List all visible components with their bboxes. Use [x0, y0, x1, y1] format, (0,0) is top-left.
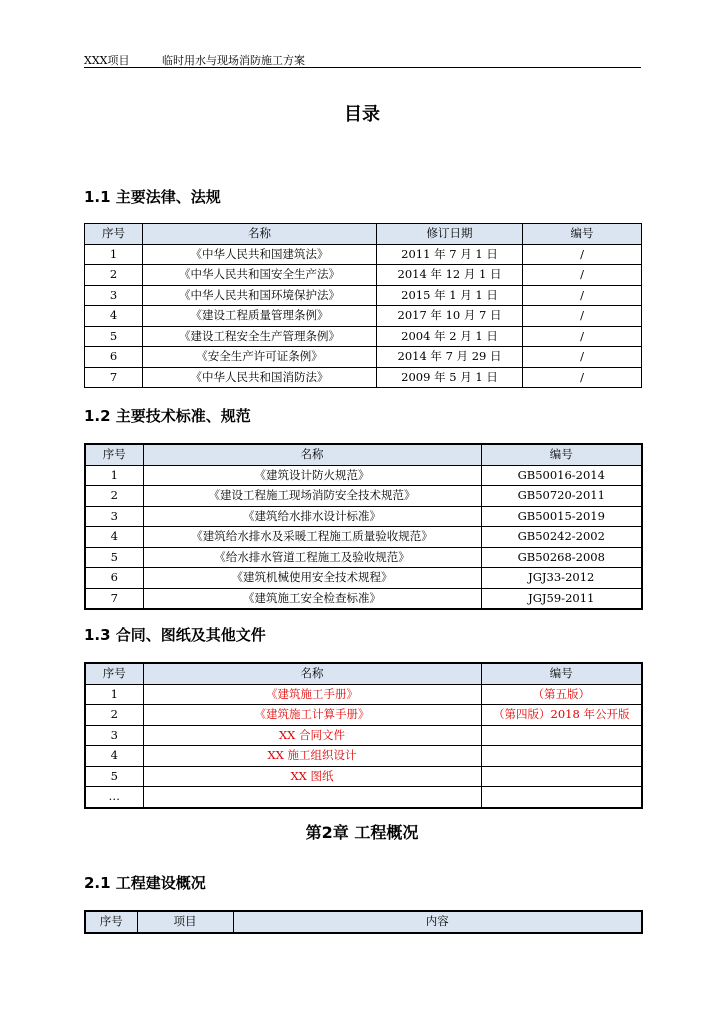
table-cell: 2 [85, 486, 143, 507]
table-cell: 《中华人民共和国消防法》 [143, 367, 377, 388]
table-cell: … [85, 787, 143, 808]
table-cell: 《中华人民共和国环境保护法》 [143, 285, 377, 306]
table-cell: 2017 年 10 月 7 日 [377, 306, 523, 327]
table-cell: GB50268-2008 [481, 547, 642, 568]
table-cell: 1 [85, 244, 143, 265]
table-cell [481, 746, 642, 767]
table-row [85, 367, 642, 388]
table-header-row [85, 911, 642, 933]
table-cell: 《建筑施工手册》 [143, 684, 481, 705]
header-divider [84, 67, 641, 68]
table-row [85, 746, 642, 767]
table-cell: JGJ59-2011 [481, 588, 642, 609]
table-cell: 3 [85, 506, 143, 527]
column-header: 序号 [85, 224, 143, 245]
table-row [85, 326, 642, 347]
column-header: 序号 [85, 444, 143, 465]
column-header: 序号 [85, 663, 143, 684]
column-header: 编号 [481, 444, 642, 465]
table-cell: 5 [85, 766, 143, 787]
table-row [85, 486, 642, 507]
column-header: 编号 [481, 663, 642, 684]
table-row [85, 506, 642, 527]
table-row [85, 588, 642, 609]
table-header-row [85, 444, 642, 465]
column-header: 名称 [143, 444, 481, 465]
table-row [85, 547, 642, 568]
table-header-row [85, 663, 642, 684]
toc-title: 目录 [344, 104, 380, 125]
table-row [85, 527, 642, 548]
table-cell: （第四版）2018 年公开版 [481, 705, 642, 726]
table-row [85, 465, 642, 486]
section-1-3-title: 1.3 合同、图纸及其他文件 [84, 626, 266, 644]
table-cell: 7 [85, 588, 143, 609]
table-cell: 《建筑给水排水设计标准》 [143, 506, 481, 527]
section-2-1-title: 2.1 工程建设概况 [84, 874, 206, 892]
table-row [85, 244, 642, 265]
section-1-2-title: 1.2 主要技术标准、规范 [84, 407, 251, 425]
table-cell: JGJ33-2012 [481, 568, 642, 589]
page-header [84, 52, 641, 68]
contracts-table [84, 662, 643, 809]
table-cell: （第五版） [481, 684, 642, 705]
table-cell: 3 [85, 725, 143, 746]
table-cell: 2015 年 1 月 1 日 [377, 285, 523, 306]
table-cell: 4 [85, 306, 143, 327]
table-header-row [85, 224, 642, 245]
table-cell: 《建设工程安全生产管理条例》 [143, 326, 377, 347]
table-row [85, 265, 642, 286]
table-cell: 《建筑施工安全检查标准》 [143, 588, 481, 609]
table-cell: / [523, 347, 642, 368]
table-row [85, 725, 642, 746]
table-cell [481, 787, 642, 808]
column-header: 编号 [523, 224, 642, 245]
table-row [85, 347, 642, 368]
table-cell: 5 [85, 326, 143, 347]
column-header: 修订日期 [377, 224, 523, 245]
table-cell: 4 [85, 746, 143, 767]
table-cell: / [523, 265, 642, 286]
table-cell: 《中华人民共和国安全生产法》 [143, 265, 377, 286]
table-row [85, 787, 642, 808]
table-cell: 《建筑施工计算手册》 [143, 705, 481, 726]
table-cell: 2014 年 12 月 1 日 [377, 265, 523, 286]
chapter-2-title: 第2章 工程概况 [305, 823, 419, 842]
table-cell: 《安全生产许可证条例》 [143, 347, 377, 368]
table-cell: XX 图纸 [143, 766, 481, 787]
table-cell: GB50015-2019 [481, 506, 642, 527]
table-cell: / [523, 285, 642, 306]
table-cell: 2014 年 7 月 29 日 [377, 347, 523, 368]
table-cell: 7 [85, 367, 143, 388]
table-cell: 3 [85, 285, 143, 306]
table-cell [481, 766, 642, 787]
table-cell: 《建筑给水排水及采暖工程施工质量验收规范》 [143, 527, 481, 548]
table-cell: 2009 年 5 月 1 日 [377, 367, 523, 388]
table-cell: XX 合同文件 [143, 725, 481, 746]
table-cell: 《建设工程质量管理条例》 [143, 306, 377, 327]
table-cell: 《建设工程施工现场消防安全技术规范》 [143, 486, 481, 507]
table-cell: GB50720-2011 [481, 486, 642, 507]
header-project: XXX项目 [84, 54, 130, 67]
table-cell: 1 [85, 684, 143, 705]
standards-table [84, 443, 643, 610]
table-cell: GB50016-2014 [481, 465, 642, 486]
table-cell: 6 [85, 568, 143, 589]
section-1-1-title: 1.1 主要法律、法规 [84, 188, 221, 206]
table-cell: 1 [85, 465, 143, 486]
table-cell: 6 [85, 347, 143, 368]
column-header: 项目 [137, 911, 233, 933]
table-row [85, 306, 642, 327]
table-cell: 2 [85, 705, 143, 726]
table-cell [143, 787, 481, 808]
table-cell: 《建筑设计防火规范》 [143, 465, 481, 486]
table-cell: 《中华人民共和国建筑法》 [143, 244, 377, 265]
table-cell: 2 [85, 265, 143, 286]
table-cell: XX 施工组织设计 [143, 746, 481, 767]
column-header: 序号 [85, 911, 137, 933]
table-row [85, 568, 642, 589]
table-cell: 《给水排水管道工程施工及验收规范》 [143, 547, 481, 568]
overview-table [84, 910, 643, 934]
laws-table [84, 223, 642, 388]
table-cell [481, 725, 642, 746]
column-header: 内容 [233, 911, 642, 933]
table-cell: 4 [85, 527, 143, 548]
table-row [85, 766, 642, 787]
table-cell: 2004 年 2 月 1 日 [377, 326, 523, 347]
table-cell: / [523, 306, 642, 327]
table-cell: 5 [85, 547, 143, 568]
column-header: 名称 [143, 224, 377, 245]
table-cell: GB50242-2002 [481, 527, 642, 548]
header-doc-title: 临时用水与现场消防施工方案 [162, 54, 305, 67]
table-cell: 《建筑机械使用安全技术规程》 [143, 568, 481, 589]
table-row [85, 705, 642, 726]
table-cell: 2011 年 7 月 1 日 [377, 244, 523, 265]
column-header: 名称 [143, 663, 481, 684]
table-cell: / [523, 326, 642, 347]
table-row [85, 285, 642, 306]
table-cell: / [523, 367, 642, 388]
table-cell: / [523, 244, 642, 265]
table-row [85, 684, 642, 705]
